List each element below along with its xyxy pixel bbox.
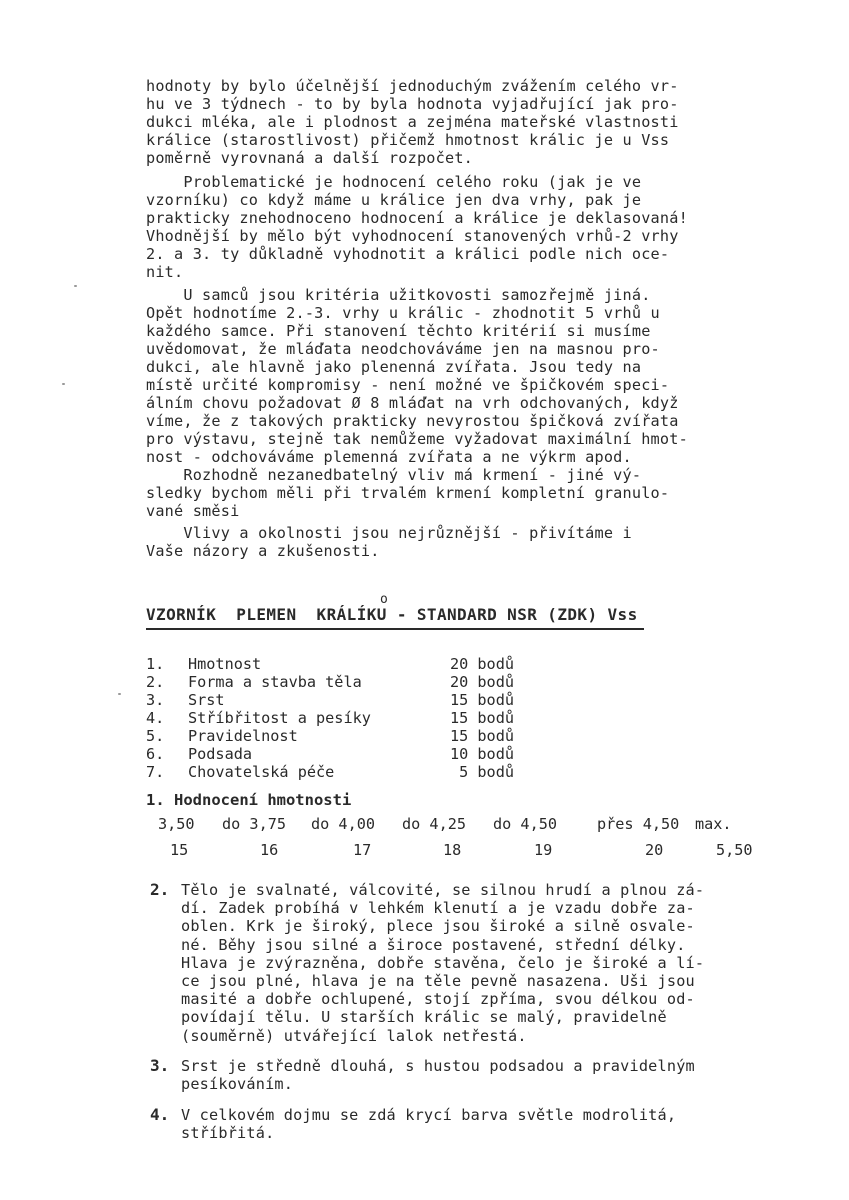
standard-heading: VZORNÍK PLEMEN KRÁLÍKU - STANDARD NSR (ZDK) Vss: [146, 605, 638, 624]
intro-line: místě určité kompromisy - není možné ve špičkovém speci-: [146, 376, 670, 394]
weight-score: 17: [353, 841, 372, 859]
intro-line: každého samce. Při stanovení těchto kritérií si musíme: [146, 322, 651, 340]
item-line: Tělo je svalnaté, válcovité, se silnou hrudí a plnou zá-: [181, 881, 705, 899]
criterion-name: Stříbřitost a pesíky: [188, 709, 371, 727]
intro-line: dukci, ale hlavně jako plenenná zvířata. Jsou tedy na: [146, 358, 642, 376]
criterion-name: Chovatelská péče: [188, 763, 335, 781]
item-line: V celkovém dojmu se zdá krycí barva světle modrolitá,: [181, 1106, 677, 1124]
criterion-points: 15 bodů: [449, 709, 514, 727]
weight-range: do 4,25: [402, 815, 467, 833]
scan-speck: [118, 693, 121, 695]
item-number: 2.: [150, 880, 170, 899]
item-line: povídají tělu. U starších králic se malý, pravidelně: [181, 1008, 667, 1027]
item-line: dí. Zadek probíhá v lehkém klenutí a je vzadu dobře za-: [181, 899, 695, 918]
weight-range: do 4,50: [493, 815, 558, 833]
weight-score: 20: [645, 841, 664, 859]
weight-range: max.: [695, 815, 732, 833]
scan-speck: [62, 383, 65, 385]
intro-line: Vaše názory a zkušenosti.: [146, 542, 380, 560]
criterion-name: Forma a stavba těla: [188, 673, 362, 691]
intro-line: Vlivy a okolnosti jsou nejrůznější - přivítáme i: [146, 524, 632, 542]
item-line: Hlava je zvýrazněna, dobře stavěna, čelo je široké a lí-: [181, 953, 705, 972]
criterion-points: 15 bodů: [449, 691, 514, 709]
weight-range: přes 4,50: [597, 815, 680, 833]
criterion-number: 1.: [146, 655, 165, 673]
intro-line: álním chovu požadovat Ø 8 mláďat na vrh odchovaných, když: [146, 394, 679, 412]
criterion-points: 20 bodů: [449, 655, 514, 673]
weight-section-title: 1. Hodnocení hmotnosti: [146, 791, 352, 809]
criterion-number: 4.: [146, 709, 165, 727]
heading-accent-mark: o: [380, 592, 388, 607]
intro-line: Rozhodně nezanedbatelný vliv má krmení - jiné vý-: [146, 466, 642, 484]
weight-score: 16: [260, 841, 279, 859]
weight-range: do 3,75: [222, 815, 287, 833]
scan-speck: [74, 285, 77, 287]
criterion-points: 5 bodů: [459, 763, 514, 781]
intro-line: hu ve 3 týdnech - to by byla hodnota vyjadřující jak pro-: [146, 95, 679, 113]
criterion-number: 2.: [146, 673, 165, 691]
weight-range: do 4,00: [311, 815, 376, 833]
weight-score: 15: [170, 841, 189, 859]
item-line: oblen. Krk je široký, plece jsou široké a silně osvale-: [181, 917, 695, 936]
intro-line: hodnoty by bylo účelnější jednoduchým zvážením celého vr-: [146, 77, 679, 95]
item-line: stříbřitá.: [181, 1124, 275, 1143]
intro-line: prakticky znehodnoceno hodnocení a králice je deklasovaná!: [146, 209, 688, 227]
intro-line: Problematické je hodnocení celého roku (jak je ve: [146, 173, 642, 191]
weight-range: 3,50: [158, 815, 195, 833]
intro-line: U samců jsou kritéria užitkovosti samozřejmě jiná.: [146, 286, 651, 304]
intro-line: sledky bychom měli při trvalém krmení kompletní granulo-: [146, 484, 670, 502]
criterion-name: Pravidelnost: [188, 727, 298, 745]
item-line: masité a dobře ochlupené, stojí zpříma, svou délkou od-: [181, 990, 695, 1009]
criterion-points: 10 bodů: [449, 745, 514, 763]
item-line: ce jsou plné, hlava je na těle pevně nasazena. Uši jsou: [181, 972, 695, 990]
item-line: (souměrně) utvářející lalok netřestá.: [181, 1026, 527, 1045]
criterion-number: 3.: [146, 691, 165, 709]
intro-line: vané směsi: [146, 502, 240, 520]
item-line: né. Běhy jsou silné a široce postavené, střední délky.: [181, 935, 686, 954]
intro-line: pro výstavu, stejně tak nemůžeme vyžadovat maximální hmot-: [146, 430, 688, 448]
intro-line: dukci mléka, ale i plodnost a zejména mateřské vlastnosti: [146, 113, 679, 131]
item-number: 4.: [150, 1105, 170, 1124]
criterion-name: Hmotnost: [188, 655, 262, 673]
criterion-name: Podsada: [188, 745, 253, 763]
intro-line: 2. a 3. ty důkladně vyhodnotit a králici podle nich oce-: [146, 245, 670, 263]
criterion-name: Srst: [188, 691, 225, 709]
intro-line: poměrně vyrovnaná a další rozpočet.: [146, 149, 474, 167]
criterion-number: 7.: [146, 763, 165, 781]
intro-line: nit.: [146, 263, 184, 281]
intro-line: víme, že z takových prakticky nevyrostou špičková zvířata: [146, 412, 679, 430]
heading-underline: [146, 628, 644, 630]
intro-line: králice (starostlivost) přičemž hmotnost králic je u Vss: [146, 131, 670, 149]
intro-line: Vhodnější by mělo být vyhodnocení stanovených vrhů-2 vrhy: [146, 227, 679, 245]
intro-line: nost - odchováváme plemenná zvířata a ne výkrm apod.: [146, 448, 632, 466]
item-line: Srst je středně dlouhá, s hustou podsadou a pravidelným: [181, 1057, 695, 1075]
criterion-number: 5.: [146, 727, 165, 745]
weight-score: 18: [443, 841, 462, 859]
item-number: 3.: [150, 1056, 170, 1075]
item-line: pesíkováním.: [181, 1075, 294, 1094]
intro-line: vzorníku) co když máme u králice jen dva vrhy, pak je: [146, 191, 642, 209]
criterion-points: 20 bodů: [449, 673, 514, 691]
weight-score: 5,50: [716, 841, 753, 859]
intro-line: Opět hodnotíme 2.-3. vrhy u králic - zhodnotit 5 vrhů u: [146, 304, 660, 322]
intro-line: uvědomovat, že mláďata neodchováváme jen na masnou pro-: [146, 340, 660, 358]
criterion-number: 6.: [146, 745, 165, 763]
criterion-points: 15 bodů: [449, 727, 514, 745]
weight-score: 19: [534, 841, 553, 859]
